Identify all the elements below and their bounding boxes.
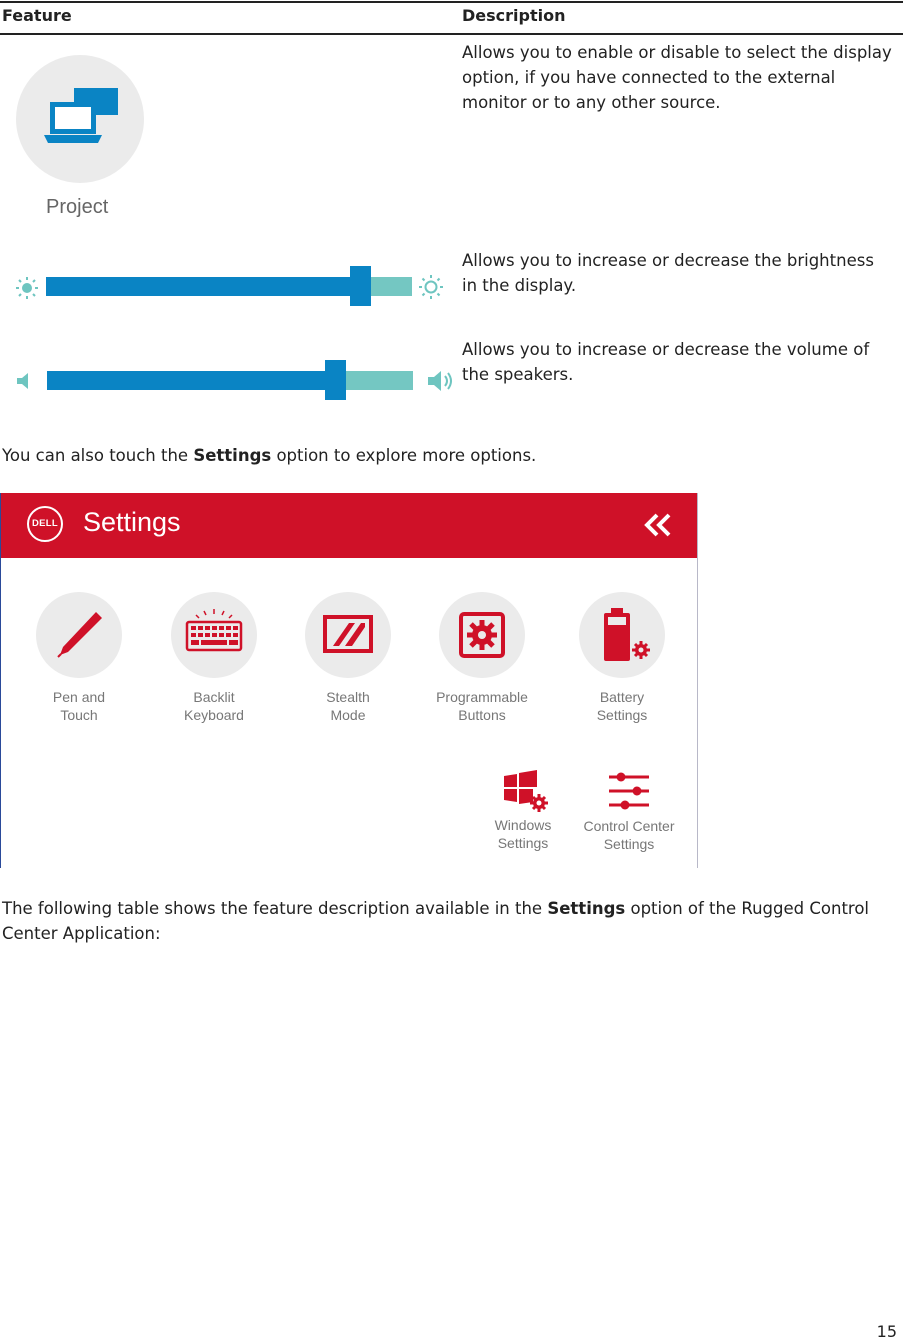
windows-gear-icon[interactable]	[501, 770, 553, 816]
battery-settings-label: Battery Settings	[596, 689, 648, 723]
settings-table-paragraph: The following table shows the feature description available in the Settings option of the Rugged Control Center Application:	[2, 899, 870, 943]
programmable-buttons-label: Programmable Buttons	[436, 689, 528, 723]
description-header: Description	[462, 6, 566, 25]
gear-button-icon	[439, 592, 525, 678]
programmable-buttons-tile[interactable]	[439, 592, 525, 678]
volume-description: Allows you to increase or decrease the volume of the speakers.	[462, 340, 870, 384]
stealth-icon	[305, 592, 391, 678]
pen-and-touch-tile[interactable]	[36, 592, 122, 678]
stealth-mode-tile[interactable]	[305, 592, 391, 678]
backlit-keyboard-label: Backlit Keyboard	[184, 689, 244, 723]
project-label: Project	[46, 196, 109, 218]
table-top-rule	[0, 1, 903, 3]
brightness-slider-fill	[46, 277, 361, 296]
control-center-settings-label: Control Center Settings	[583, 818, 675, 852]
project-icon	[16, 55, 144, 183]
dell-logo: DELL	[27, 506, 63, 542]
brightness-slider-thumb[interactable]	[350, 266, 371, 306]
volume-slider-track[interactable]	[336, 371, 413, 390]
collapse-icon[interactable]	[643, 511, 673, 539]
brightness-description: Allows you to increase or decrease the brightness in the display.	[462, 251, 874, 295]
sun-high-icon	[418, 274, 444, 300]
volume-slider-thumb[interactable]	[325, 360, 346, 400]
volume-slider-fill	[47, 371, 336, 390]
settings-screenshot	[0, 493, 698, 868]
settings-intro-paragraph: You can also touch the Settings option to explore more options.	[2, 446, 537, 465]
page-number: 15	[876, 1322, 897, 1341]
keyboard-icon	[171, 592, 257, 678]
pen-icon	[36, 592, 122, 678]
settings-header	[1, 493, 697, 558]
backlit-keyboard-tile[interactable]	[171, 592, 257, 678]
battery-icon	[579, 592, 665, 678]
stealth-mode-label: Stealth Mode	[326, 689, 370, 723]
pen-and-touch-label: Pen and Touch	[52, 689, 106, 723]
project-tile	[16, 55, 144, 183]
sliders-icon[interactable]	[607, 771, 651, 811]
speaker-low-icon	[14, 370, 36, 392]
settings-title: Settings	[83, 507, 181, 537]
feature-header: Feature	[2, 6, 72, 25]
sun-low-icon	[14, 276, 40, 300]
project-description: Allows you to enable or disable to select the display option, if you have connected to the external monitor or to any other source.	[462, 43, 892, 112]
table-header-rule	[0, 33, 903, 35]
speaker-high-icon	[426, 368, 456, 394]
battery-settings-tile[interactable]	[579, 592, 665, 678]
windows-settings-label: Windows Settings	[494, 817, 552, 851]
